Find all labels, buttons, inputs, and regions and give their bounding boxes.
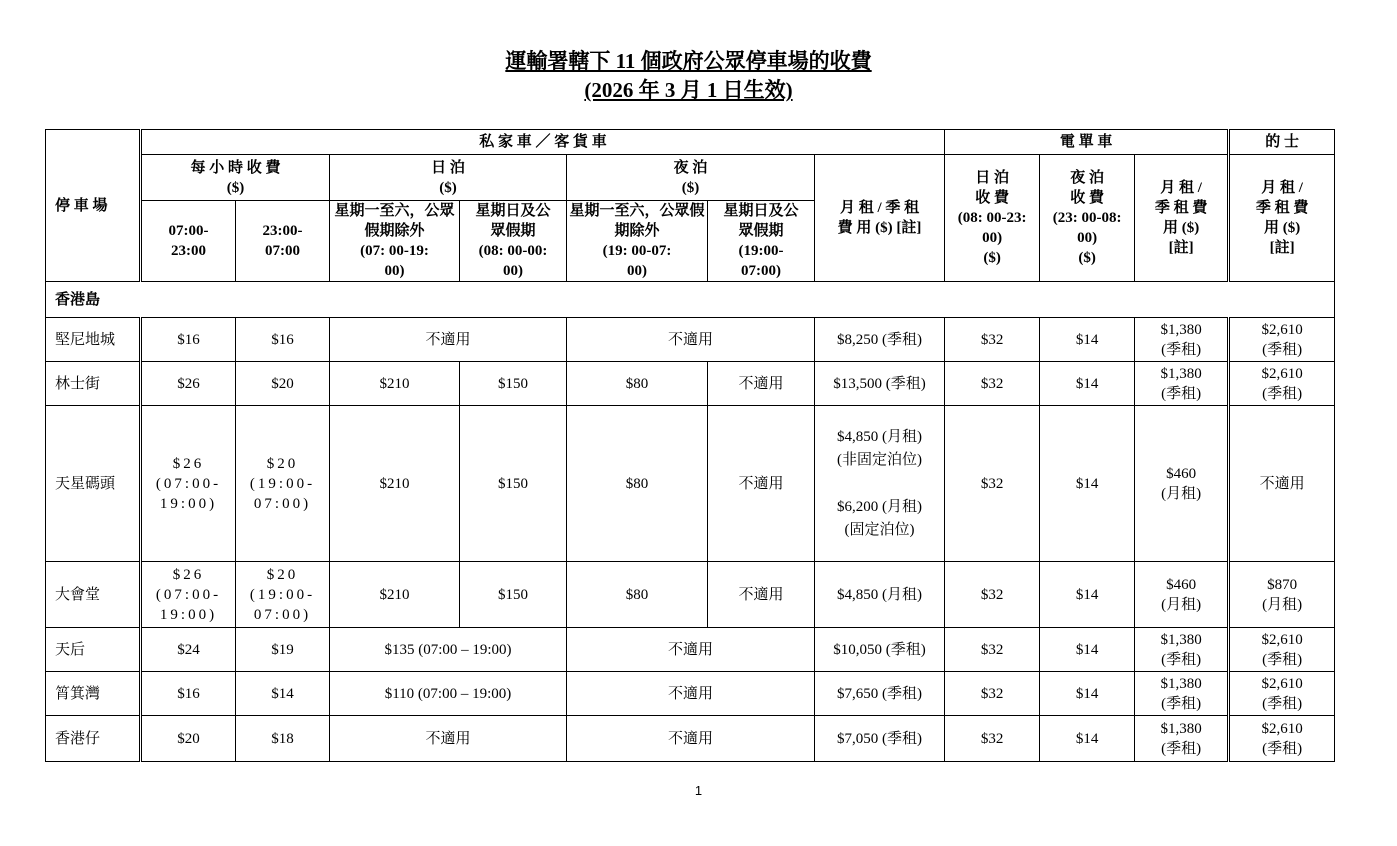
effective-date: (2026 年 3 月 1 日生效) [584,78,793,102]
hourly-night-amount: $20 [266,566,299,583]
header-day-park-label: 日 泊 [431,159,465,176]
taxi-monthly-amount: $2,610 [1261,321,1303,338]
mc-monthly-amount: $460 [1166,465,1197,482]
header-mc-day-label: 日 泊 收 費 [975,170,1009,206]
night-park-holiday-fee: 不適用 [708,362,815,406]
hourly-night-fee [236,562,330,628]
monthly-fee: $13,500 (季租) [815,362,945,406]
header-mc-night-time: (23: 00-08: 00) [1052,210,1122,246]
hourly-night-time-end: 07:00) [253,606,312,623]
taxi-monthly-amount: $2,610 [1261,675,1303,692]
header-night-weekday-label: 星期一至六，公眾假期除外 [569,203,705,239]
night-park-holiday-fee: 不適用 [708,562,815,628]
day-park-fee: $110 (07:00 – 19:00) [330,672,567,716]
table-row [46,362,1335,406]
day-park-weekday-fee: $210 [330,362,460,406]
hourly-night-fee: $14 [236,672,330,716]
header-day-park [330,155,567,201]
hourly-night-fee: $19 [236,628,330,672]
car-park-name: 堅尼地城 [46,318,141,362]
header-mc-night [1040,155,1135,282]
mc-night-fee: $14 [1040,318,1135,362]
hourly-day-fee: $16 [141,672,236,716]
hourly-night-time-end: 07:00) [253,495,312,512]
header-night-weekday-time: (19: 00-07: 00) [602,243,672,279]
car-park-name: 天星碼頭 [46,406,141,562]
header-hourly-label: 每 小 時 收 費 [190,159,281,176]
taxi-monthly-amount: $2,610 [1261,631,1303,648]
hourly-day-fee: $24 [141,628,236,672]
taxi-monthly-type: (季租) [1262,740,1303,757]
hourly-night-time-start: (19:00- [249,475,316,492]
taxi-monthly-fee [1229,318,1335,362]
day-park-fee: 不適用 [330,716,567,762]
header-night-holiday-label: 星期日及公眾假期 [723,203,799,239]
taxi-monthly-fee [1229,562,1335,628]
night-park-weekday-fee: $80 [567,562,708,628]
mc-monthly-amount: $1,380 [1160,720,1202,737]
night-park-fee: 不適用 [567,716,815,762]
header-taxi-monthly: 月 租 / 季 租 費 用 ($) [註] [1229,155,1335,282]
mc-day-fee: $32 [945,406,1040,562]
mc-monthly-type: (月租) [1161,485,1202,502]
taxi-monthly-amount: $2,610 [1261,365,1303,382]
header-night-holiday [708,201,815,282]
day-park-fee: $135 (07:00 – 19:00) [330,628,567,672]
mc-night-fee: $14 [1040,628,1135,672]
night-park-fee: 不適用 [567,628,815,672]
header-motorcycle: 電 單 車 [945,130,1229,155]
header-day-park-unit: ($) [439,179,457,196]
header-taxi: 的 士 [1229,130,1335,155]
mc-monthly-type: (月租) [1161,596,1202,613]
hourly-day-amount: $26 [172,455,205,472]
header-monthly-fee: 月 租 / 季 租 費 用 ($) [註] [815,155,945,282]
header-mc-monthly: 月 租 / 季 租 費 用 ($) [註] [1135,155,1229,282]
night-park-holiday-fee: 不適用 [708,406,815,562]
mc-monthly-fee [1135,716,1229,762]
hourly-night-time-start: (19:00- [249,586,316,603]
monthly-fee: $7,050 (季租) [815,716,945,762]
header-day-weekday-label: 星期一至六，公眾假期除外 [334,203,455,239]
hourly-day-fee: $16 [141,318,236,362]
table-row [46,628,1335,672]
taxi-monthly-fee [1229,716,1335,762]
monthly-fee: $8,250 (季租) [815,318,945,362]
monthly-fee-fixed-note: (固定泊位) [844,521,915,538]
monthly-fee [815,406,945,562]
night-park-fee: 不適用 [567,318,815,362]
header-mc-day-unit: ($) [983,250,1001,266]
mc-monthly-type: (季租) [1161,341,1202,358]
mc-night-fee: $14 [1040,362,1135,406]
monthly-fee-non-fixed: $4,850 (月租) [837,428,923,445]
mc-day-fee: $32 [945,562,1040,628]
taxi-monthly-type: (季租) [1262,695,1303,712]
mc-night-fee: $14 [1040,672,1135,716]
parking-fee-table [45,129,1335,762]
table-row [46,716,1335,762]
hourly-day-amount: $26 [172,566,205,583]
header-night-weekday [567,201,708,282]
taxi-monthly-fee [1229,628,1335,672]
header-mc-day-time: (08: 00-23: 00) [957,210,1027,246]
hourly-day-fee [141,406,236,562]
header-mc-day [945,155,1040,282]
taxi-monthly-fee [1229,362,1335,406]
car-park-name: 天后 [46,628,141,672]
mc-day-fee: $32 [945,628,1040,672]
taxi-monthly-fee: 不適用 [1229,406,1335,562]
mc-day-fee: $32 [945,672,1040,716]
taxi-monthly-type: (季租) [1262,341,1303,358]
mc-day-fee: $32 [945,318,1040,362]
mc-monthly-fee [1135,672,1229,716]
header-private-car: 私 家 車 ／ 客 貨 車 [141,130,945,155]
hourly-night-fee: $16 [236,318,330,362]
hourly-night-fee: $18 [236,716,330,762]
header-mc-night-unit: ($) [1078,250,1096,266]
header-car-park: 停 車 場 [46,130,141,282]
night-park-fee: 不適用 [567,672,815,716]
header-mc-night-label: 夜 泊 收 費 [1070,170,1104,206]
taxi-monthly-fee [1229,672,1335,716]
header-night-park-unit: ($) [681,179,700,196]
hourly-night-amount: $20 [266,455,299,472]
day-park-holiday-fee: $150 [460,406,567,562]
taxi-monthly-amount: $870 [1267,576,1298,593]
mc-night-fee: $14 [1040,562,1135,628]
header-day-holiday [460,201,567,282]
night-park-weekday-fee: $80 [567,406,708,562]
monthly-fee-fixed: $6,200 (月租) [837,498,923,515]
monthly-fee: $4,850 (月租) [815,562,945,628]
taxi-monthly-type: (季租) [1262,651,1303,668]
header-day-holiday-label: 星期日及公眾假期 [475,203,551,239]
mc-day-fee: $32 [945,362,1040,406]
car-park-name: 大會堂 [46,562,141,628]
mc-monthly-type: (季租) [1161,740,1202,757]
mc-monthly-fee [1135,406,1229,562]
day-park-weekday-fee: $210 [330,562,460,628]
night-park-weekday-fee: $80 [567,362,708,406]
mc-monthly-fee [1135,562,1229,628]
hourly-day-fee [141,562,236,628]
header-day-weekday [330,201,460,282]
car-park-name: 香港仔 [46,716,141,762]
header-day-holiday-time: (08: 00-00: 00) [478,243,548,279]
mc-night-fee: $14 [1040,406,1135,562]
table-row [46,318,1335,362]
mc-monthly-amount: $1,380 [1160,321,1202,338]
header-hourly-2300-0700: 23:00-07:00 [236,201,330,282]
hourly-day-time-end: 19:00) [159,606,218,623]
mc-monthly-type: (季租) [1161,385,1202,402]
hourly-day-fee: $26 [141,362,236,406]
mc-day-fee: $32 [945,716,1040,762]
hourly-night-fee: $20 [236,362,330,406]
mc-monthly-amount: $1,380 [1160,365,1202,382]
header-day-weekday-time: (07: 00-19: 00) [360,243,429,279]
header-night-holiday-time: (19:00-07:00) [738,243,784,279]
mc-monthly-fee [1135,362,1229,406]
table-row [46,562,1335,628]
document-title: 運輸署轄下 11 個政府公眾停車場的收費 [505,49,872,73]
car-park-name: 筲箕灣 [46,672,141,716]
day-park-holiday-fee: $150 [460,362,567,406]
header-night-park-label: 夜 泊 [673,159,708,176]
mc-monthly-amount: $460 [1166,576,1197,593]
section-hong-kong-island: 香港島 [46,282,1335,318]
mc-night-fee: $14 [1040,716,1135,762]
day-park-holiday-fee: $150 [460,562,567,628]
hourly-day-time-start: (07:00- [155,586,222,603]
taxi-monthly-type: (季租) [1262,385,1303,402]
mc-monthly-type: (季租) [1161,695,1202,712]
taxi-monthly-type: (月租) [1262,596,1303,613]
page-number: 1 [694,783,703,798]
day-park-weekday-fee: $210 [330,406,460,562]
mc-monthly-amount: $1,380 [1160,631,1202,648]
mc-monthly-fee [1135,318,1229,362]
mc-monthly-amount: $1,380 [1160,675,1202,692]
monthly-fee: $7,650 (季租) [815,672,945,716]
car-park-name: 林士街 [46,362,141,406]
hourly-day-time-end: 19:00) [159,495,218,512]
mc-monthly-fee [1135,628,1229,672]
monthly-fee-non-fixed-note: (非固定泊位) [837,451,923,468]
hourly-night-fee [236,406,330,562]
hourly-day-fee: $20 [141,716,236,762]
header-hourly-0700-2300: 07:00-23:00 [141,201,236,282]
day-park-fee: 不適用 [330,318,567,362]
header-hourly-unit: ($) [226,179,245,196]
table-row [46,672,1335,716]
mc-monthly-type: (季租) [1161,651,1202,668]
header-night-park [567,155,815,201]
monthly-fee: $10,050 (季租) [815,628,945,672]
taxi-monthly-amount: $2,610 [1261,720,1303,737]
table-row [46,406,1335,562]
hourly-day-time-start: (07:00- [155,475,222,492]
header-hourly [141,155,330,201]
